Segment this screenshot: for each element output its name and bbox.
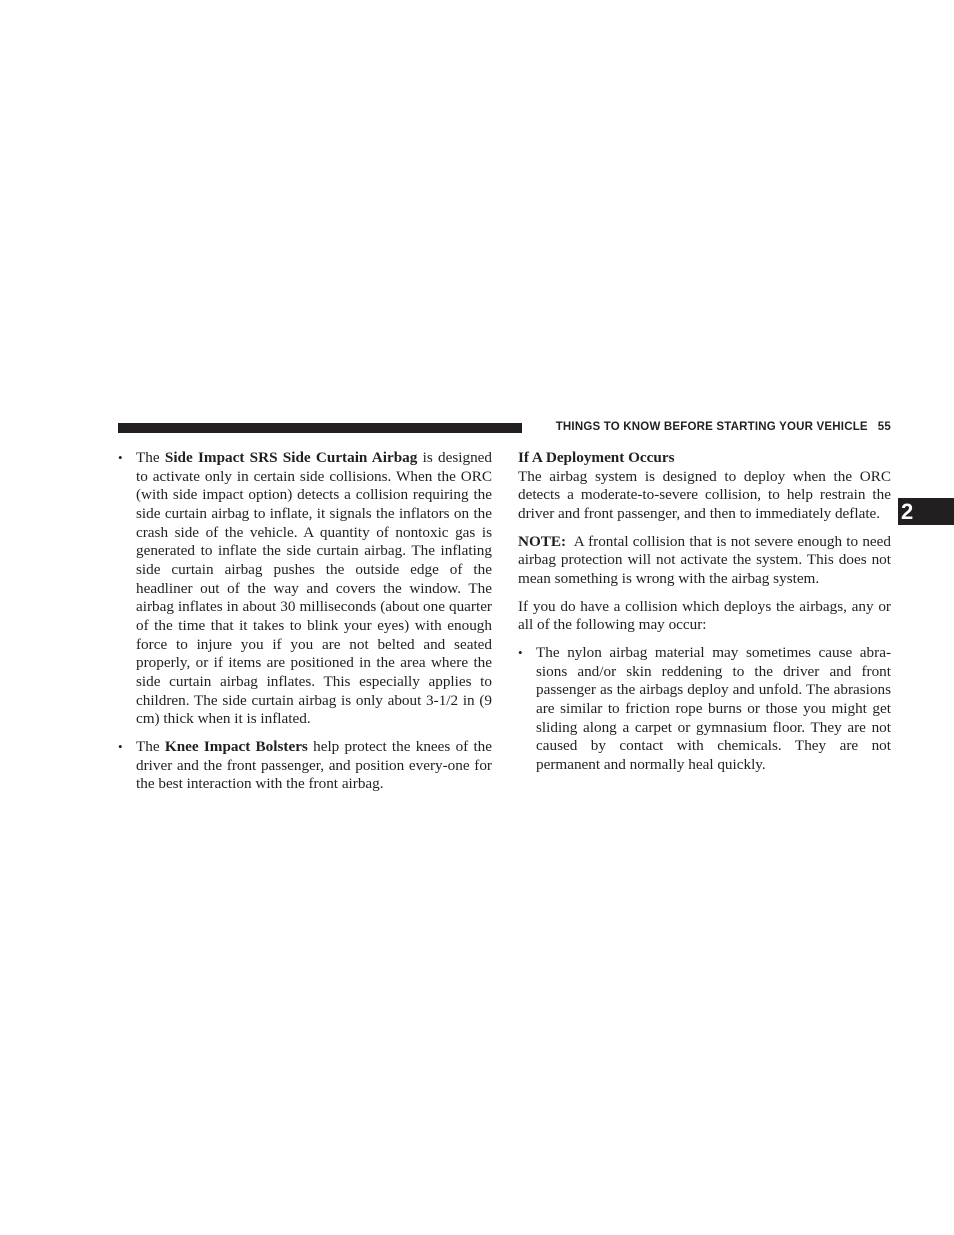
note-label: NOTE: (518, 532, 567, 550)
header-rule (118, 423, 522, 433)
header-section-title: THINGS TO KNOW BEFORE STARTING YOUR VEHICLE (555, 421, 868, 433)
left-column (118, 449, 492, 803)
bullet-term: Knee Impact Bolsters (164, 737, 308, 755)
bullet-lead: The (136, 449, 160, 466)
bullet-dot: • (118, 738, 123, 754)
bullet-dot: • (118, 450, 123, 465)
paragraph-deployment: The airbag system is designed to deploy when the ORC detects a moderate-to-severe collision, to help restrain the driver and front passenger, and then to immediately deflate. (518, 467, 891, 522)
bullet-side-curtain-airbag (118, 449, 492, 729)
bullet-abrasions (518, 644, 891, 775)
note-text: A frontal collision that is not severe enough to need airbag protection will not activate the system. This does not mean something is wrong with the airbag system. (518, 532, 891, 587)
bullet-knee-bolsters (118, 738, 492, 794)
section-heading: If A Deployment Occurs (518, 449, 675, 466)
bullet-dot: • (518, 644, 523, 660)
bullet-text: help protect the knees of the driver and the front passenger, and position every-one for the best interaction with the front airbag. (136, 737, 493, 793)
bullet-text: The nylon airbag material may sometimes cause abra-sions and/or skin reddening to the driver and front passenger as the airbags deploy and unfold. The abrasions are similar to friction rope burns or those you might get sliding along a carpet or gymnasium floor. They are not caused by contact with chemicals. They are not permanent and normally heal quickly. (536, 643, 891, 773)
running-header (533, 420, 891, 435)
right-column (518, 449, 891, 784)
chapter-tab: 2 (898, 498, 954, 525)
bullet-text: is designed to activate only in certain side collisions. When the ORC (with side impact option) detects a collision requiring the side curtain airbag to inflate, it signals the inflators on the crash side of the vehicle. A quantity of nontoxic gas is generated to inflate the side curtain airbag. The inflating side curtain airbag pushes the outside edge of the headliner out of the way and covers the window. The airbag inflates in about 30 milliseconds (about one quarter of the time that it takes to blink your eyes) with enough force to injure you if you are not belted and seated properly, or if items are positioned in the area where the side curtain airbag inflates. This especially applies to children. The side curtain airbag is only about 3-1/2 in (9 cm) thick when it is inflated. (136, 449, 493, 728)
bullet-term: Side Impact SRS Side Curtain Airbag (164, 449, 418, 466)
paragraph-collision: If you do have a collision which deploys the airbags, any or all of the following may occur: (518, 597, 891, 634)
bullet-lead: The (136, 737, 160, 755)
page-number: 55 (877, 421, 891, 433)
note-paragraph (518, 533, 891, 589)
